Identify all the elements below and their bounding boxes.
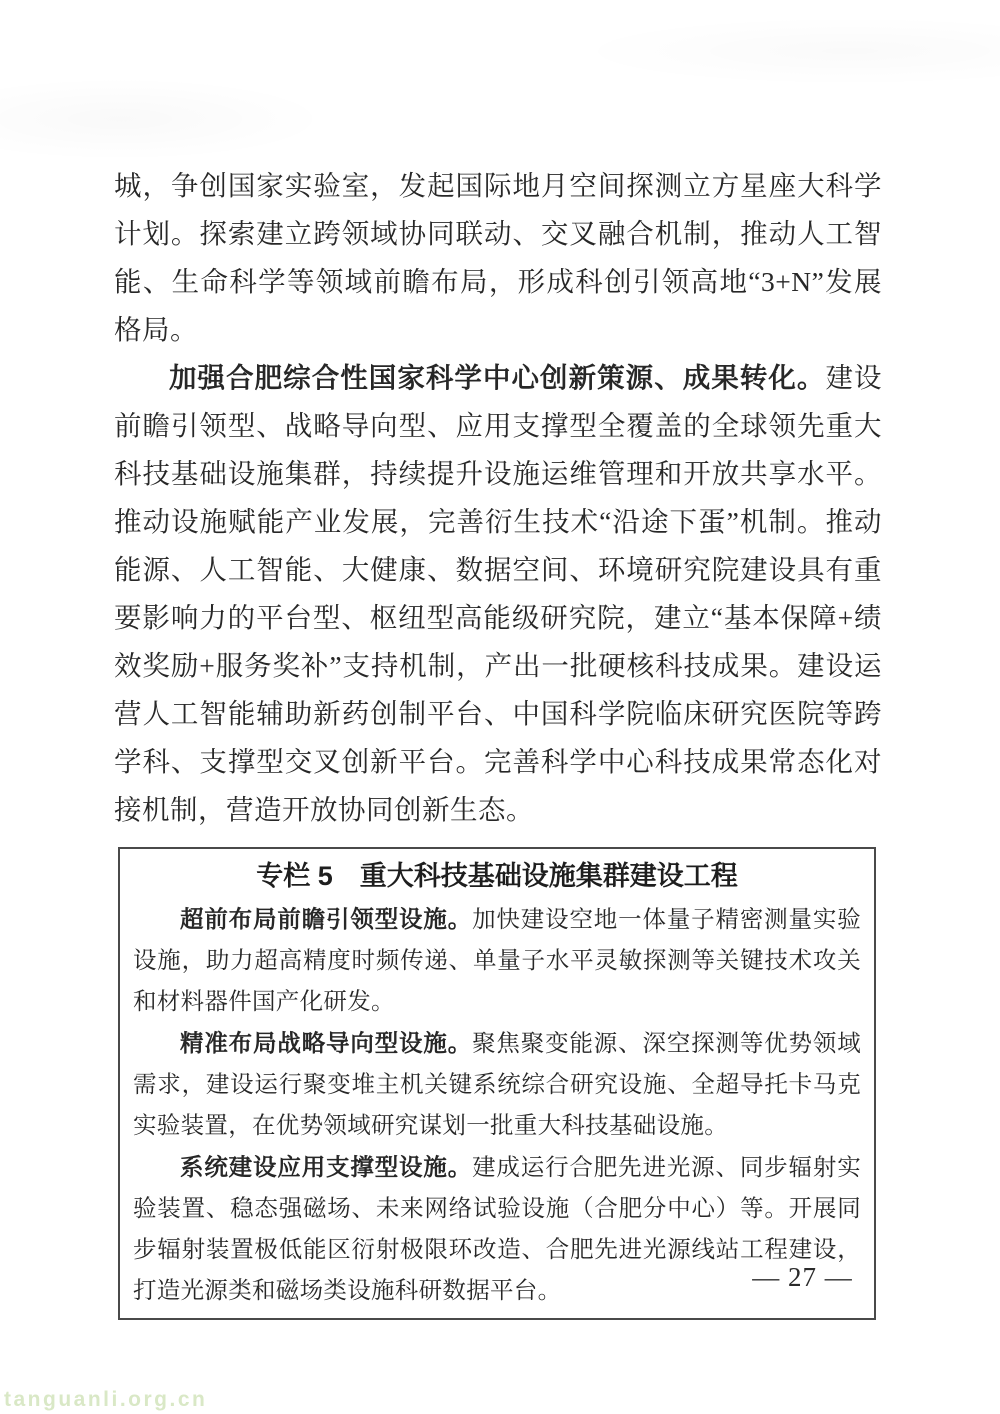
body-paragraph-continuation — [114, 162, 882, 354]
document-text-block — [114, 162, 882, 1320]
column-5-box — [118, 847, 876, 1320]
body-paragraph-2 — [114, 354, 882, 834]
paragraph-text: 城，争创国家实验室，发起国际地月空间探测立方星座大科学计划。探索建立跨领域协同联动、交叉融合机制，推动人工智能、生命科学等领域前瞻布局，形成科创引领高地“3+N”发展格局。 — [114, 170, 882, 345]
box-paragraph-bold-lead: 精准布局战略导向型设施。 — [180, 1030, 473, 1056]
page-number: — 27 — — [752, 1262, 853, 1292]
paragraph-bold-lead: 加强合肥综合性国家科学中心创新策源、成果转化。 — [169, 362, 826, 393]
box-paragraph-2 — [133, 1023, 861, 1147]
watermark-text: tanguanli.org.cn — [4, 1388, 208, 1411]
box-paragraph-1 — [133, 899, 861, 1023]
box-paragraph-text: 加快建设空地一体量子精密测量实验设施，助力超高精度时频传递、单量子水平灵敏探测等关键技术攻关和材料器件国产化研发。 — [133, 907, 861, 1015]
box-paragraph-text: 建成运行合肥先进光源、同步辐射实验装置、稳态强磁场、未来网络试验设施（合肥分中心）等。开展同步辐射装置极低能区衍射极限环改造、合肥先进光源线站工程建设，打造光源类和磁场类设施科研数据平台。 — [133, 1155, 861, 1304]
box-paragraph-text: 聚焦聚变能源、深空探测等优势领域需求，建设运行聚变堆主机关键系统综合研究设施、全超导托卡马克实验装置，在优势领域研究谋划一批重大科技基础设施。 — [133, 1031, 861, 1139]
box-paragraph-bold-lead: 系统建设应用支撑型设施。 — [180, 1154, 473, 1180]
box-paragraph-bold-lead: 超前布局前瞻引领型设施。 — [180, 906, 473, 932]
paragraph-text: 建设前瞻引领型、战略导向型、应用支撑型全覆盖的全球领先重大科技基础设施集群，持续提升设施运维管理和开放共享水平。推动设施赋能产业发展，完善衍生技术“沿途下蛋”机制。推动能源、人工智能、大健康、数据空间、环境研究院建设具有重要影响力的平台型、枢纽型高能级研究院，建立“基本保障+绩效奖励+服务奖补”支持机制，产出一批硬核科技成果。建设运营人工智能辅助新药创制平台、中国科学院临床研究医院等跨学科、支撑型交叉创新平台。完善科学中心科技成果常态化对接机制，营造开放协同创新生态。 — [114, 362, 883, 825]
box-title: 专栏 5 重大科技基础设施集群建设工程 — [256, 861, 738, 891]
